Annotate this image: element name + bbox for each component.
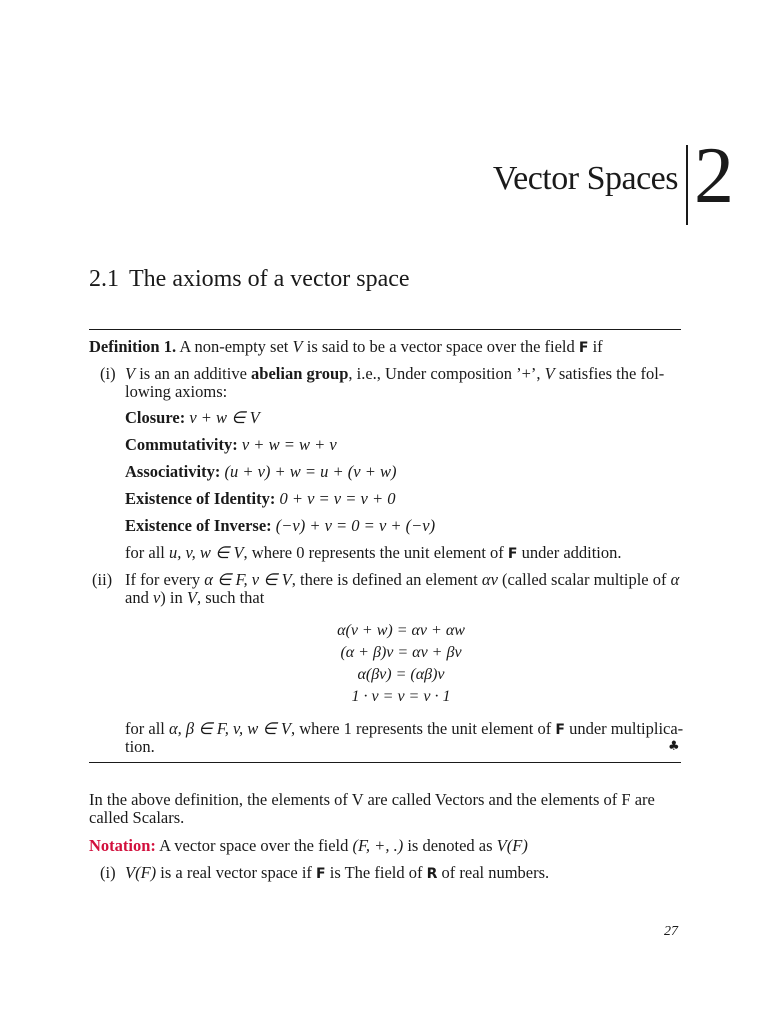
section-number: 2.1 (89, 266, 119, 292)
item-ii-line2: and v) in V, such that (125, 588, 265, 607)
axiom-commutativity: Commutativity: v + w = w + v (125, 435, 337, 454)
section-heading (89, 266, 410, 293)
club-end-icon: ♣ (668, 739, 680, 754)
paragraph-line2: called Scalars. (89, 808, 185, 827)
definition-intro: Definition 1. A non-empty set V is said to be a vector space over the field F if (89, 337, 603, 356)
item-i-line1: V is an an additive abelian group, i.e., Under composition ’+’, V satisfies the fol- (125, 364, 665, 383)
definition-bottom-rule (89, 762, 681, 763)
item-ii-forall-line2: tion. (125, 737, 155, 756)
item-ii-forall: for all α, β ∈ F, v, w ∈ V, where 1 represents the unit element of F under multiplica- (125, 719, 684, 738)
page-number: 27 (664, 924, 678, 939)
chapter-divider (686, 145, 688, 225)
notation-line: Notation: A vector space over the field (F, +, .) is denoted as V(F) (89, 836, 528, 855)
axiom-inverse: Existence of Inverse: (−v) + v = 0 = v + (−v) (125, 516, 436, 535)
definition-top-rule (89, 329, 681, 330)
chapter-title: Vector Spaces (492, 160, 678, 197)
item-ii-line1: If for every α ∈ F, v ∈ V, there is defined an element αv (called scalar multiple of α (125, 570, 680, 589)
item-i-marker: (i) (100, 364, 116, 383)
notation-item-i: V(F) is a real vector space if F is The field of R of real numbers. (125, 863, 550, 882)
notation-item-i-marker: (i) (100, 863, 116, 882)
item-ii-marker: (ii) (92, 570, 113, 589)
chapter-number: 2 (694, 132, 734, 220)
equation-2: (α + β)v = αv + βv (340, 644, 462, 661)
equation-4: 1 · v = v = v · 1 (351, 688, 451, 705)
axiom-closure: Closure: v + w ∈ V (125, 408, 260, 427)
definition-label: Definition 1. (89, 337, 177, 356)
axiom-identity: Existence of Identity: 0 + v = v = v + 0 (125, 489, 396, 508)
equation-1: α(v + w) = αv + αw (337, 622, 465, 639)
item-i-forall: for all u, v, w ∈ V, where 0 represents the unit element of F under addition. (125, 543, 622, 562)
notation-label: Notation: (89, 836, 156, 855)
equation-3: α(βv) = (αβ)v (357, 666, 445, 683)
axiom-associativity: Associativity: (u + v) + w = u + (v + w) (125, 462, 397, 481)
item-i-line2: lowing axioms: (125, 382, 228, 401)
paragraph-line1: In the above definition, the elements of V are called Vectors and the elements of F are (89, 790, 655, 809)
section-title: The axioms of a vector space (129, 266, 410, 292)
